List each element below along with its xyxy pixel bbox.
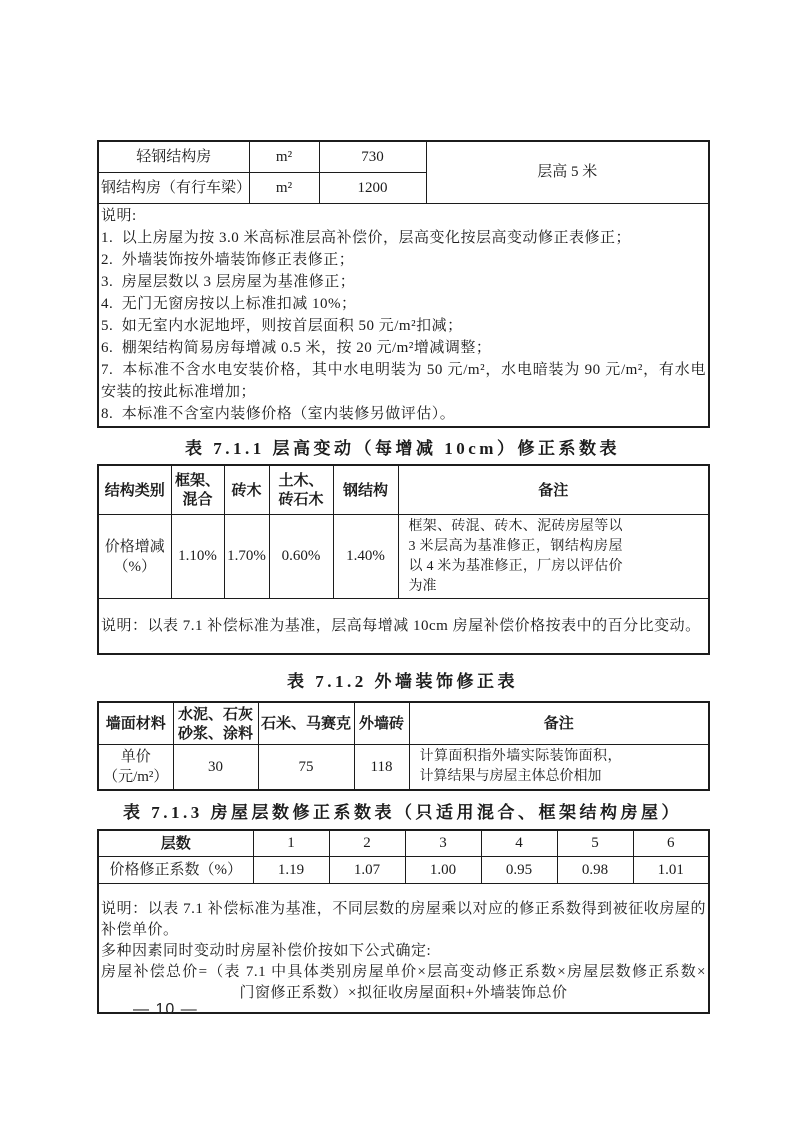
header-storey-2: 2 [329, 830, 405, 857]
table-711-title: 表 7.1.1 层高变动（每增减 10cm）修正系数表 [185, 439, 620, 458]
note-line-2: 2. 外墙装饰按外墙装饰修正表修正； [101, 252, 355, 268]
value-wall-tile: 118 [354, 745, 409, 791]
value-frame-mixed: 1.10% [171, 515, 224, 599]
page-content [97, 140, 708, 1014]
value-steel-structure: 1.40% [333, 515, 398, 599]
price-cell: 1200 [319, 173, 426, 204]
remark-cell [398, 515, 709, 599]
notes-heading: 说明: [101, 208, 137, 224]
table-note-row [98, 599, 709, 655]
table-row-notes [98, 204, 709, 428]
table-data-row [98, 857, 709, 884]
note-line-7: 7. 本标准不含水电安装价格，其中水电明装为 50 元/m²，水电暗装为 90 元/m²，有水电安装的按此标准增加； [101, 362, 706, 400]
note-line-1: 1. 以上房屋为按 3.0 米高标准层高补偿价，层高变化按层高变动修正表修正； [101, 230, 632, 246]
coefficient-2: 1.07 [329, 857, 405, 884]
table-712-title: 表 7.1.2 外墙装饰修正表 [287, 672, 518, 691]
table-713-note-cell [98, 884, 709, 1014]
coefficient-label: 价格修正系数（%） [98, 857, 253, 884]
price-change-label-cell [98, 515, 171, 599]
formula-line-2: 门窗修正系数）×拟征收房屋面积+外墙装饰总价 [239, 984, 568, 1001]
table-711-note-cell [98, 599, 709, 655]
price-cell: 730 [319, 141, 426, 173]
table-header-row [98, 830, 709, 857]
header-earth-brick-stone: 土木、砖石木 [269, 465, 333, 515]
header-wall-material: 墙面材料 [98, 702, 173, 745]
note-line-8: 8. 本标准不含室内装修价格（室内装修另做评估）。 [101, 406, 456, 422]
table-data-row [98, 745, 709, 791]
header-storey-6: 6 [633, 830, 709, 857]
unit-price-label: 单价 [120, 749, 151, 765]
coefficient-1: 1.19 [253, 857, 329, 884]
storey-height-note-cell: 层高 5 米 [426, 141, 709, 204]
note-line-5: 5. 如无室内水泥地坪，则按首层面积 50 元/m²扣减； [101, 318, 463, 334]
note-paragraph-1: 说明：以表 7.1 补偿标准为基准，不同层数的房屋乘以对应的修正系数得到被征收房屋的补偿单价。 [101, 900, 706, 938]
note-paragraph-2: 多种因素同时变动时房屋补偿价按如下公式确定: [101, 942, 432, 959]
storey-count-correction-table [97, 829, 710, 1014]
header-stone-mosaic: 石米、马赛克 [258, 702, 354, 745]
table-note-row [98, 884, 709, 1014]
table-711-note: 说明：以表 7.1 补偿标准为基准，层高每增减 10cm 房屋补偿价格按表中的百分比变动。 [101, 617, 701, 634]
value-cement-lime: 30 [173, 745, 258, 791]
page-number: — 10 — [133, 1001, 198, 1018]
header-brick-wood: 砖木 [224, 465, 269, 515]
table-row [98, 141, 709, 173]
table-header-row [98, 465, 709, 515]
table-data-row [98, 515, 709, 599]
header-remark: 备注 [398, 465, 709, 515]
header-storey-3: 3 [405, 830, 481, 857]
table-713-title: 表 7.1.3 房屋层数修正系数表（只适用混合、框架结构房屋） [123, 803, 682, 822]
header-wall-tile: 外墙砖 [354, 702, 409, 745]
remark-text: 框架、砖混、砖木、泥砖房屋等以 3 米层高为基准修正，钢结构房屋以 4 米为基准修正，厂房以评估价为准 [408, 518, 623, 594]
header-storeys: 层数 [98, 830, 253, 857]
unit-cell: m² [249, 141, 319, 173]
price-change-label: 价格增减 [104, 538, 165, 555]
coefficient-6: 1.01 [633, 857, 709, 884]
note-line-4: 4. 无门无窗房按以上标准扣减 10%； [101, 296, 357, 312]
header-storey-4: 4 [481, 830, 557, 857]
header-frame-mixed: 框架、混合 [171, 465, 224, 515]
exterior-wall-decoration-table [97, 701, 710, 791]
value-stone-mosaic: 75 [258, 745, 354, 791]
notes-cell [98, 204, 709, 428]
header-structure-type: 结构类别 [98, 465, 171, 515]
header-storey-1: 1 [253, 830, 329, 857]
structure-type-cell: 钢结构房（有行车梁） [98, 173, 249, 204]
header-cement-lime: 水泥、石灰砂浆、涂料 [173, 702, 258, 745]
unit-price-unit: （元/m²） [103, 769, 169, 785]
coefficient-5: 0.98 [557, 857, 633, 884]
table-header-row [98, 702, 709, 745]
coefficient-4: 0.95 [481, 857, 557, 884]
price-change-unit: （%） [113, 558, 156, 575]
header-remark: 备注 [409, 702, 709, 745]
remark-text: 计算面积指外墙实际装饰面积，计算结果与房屋主体总价相加 [419, 749, 622, 784]
note-line-3: 3. 房屋层数以 3 层房屋为基准修正； [101, 274, 356, 290]
storey-height-correction-table [97, 464, 710, 655]
coefficient-3: 1.00 [405, 857, 481, 884]
unit-cell: m² [249, 173, 319, 204]
structure-type-cell: 轻钢结构房 [98, 141, 249, 173]
compensation-standard-table [97, 140, 710, 428]
formula-line-1: 房屋补偿总价=（表 7.1 中具体类别房屋单价×层高变动修正系数×房屋层数修正系数× [101, 963, 706, 980]
header-steel-structure: 钢结构 [333, 465, 398, 515]
value-earth-brick-stone: 0.60% [269, 515, 333, 599]
remark-cell [409, 745, 709, 791]
unit-price-label-cell [98, 745, 173, 791]
note-line-6: 6. 棚架结构简易房每增减 0.5 米，按 20 元/m²增减调整； [101, 340, 492, 356]
value-brick-wood: 1.70% [224, 515, 269, 599]
header-storey-5: 5 [557, 830, 633, 857]
